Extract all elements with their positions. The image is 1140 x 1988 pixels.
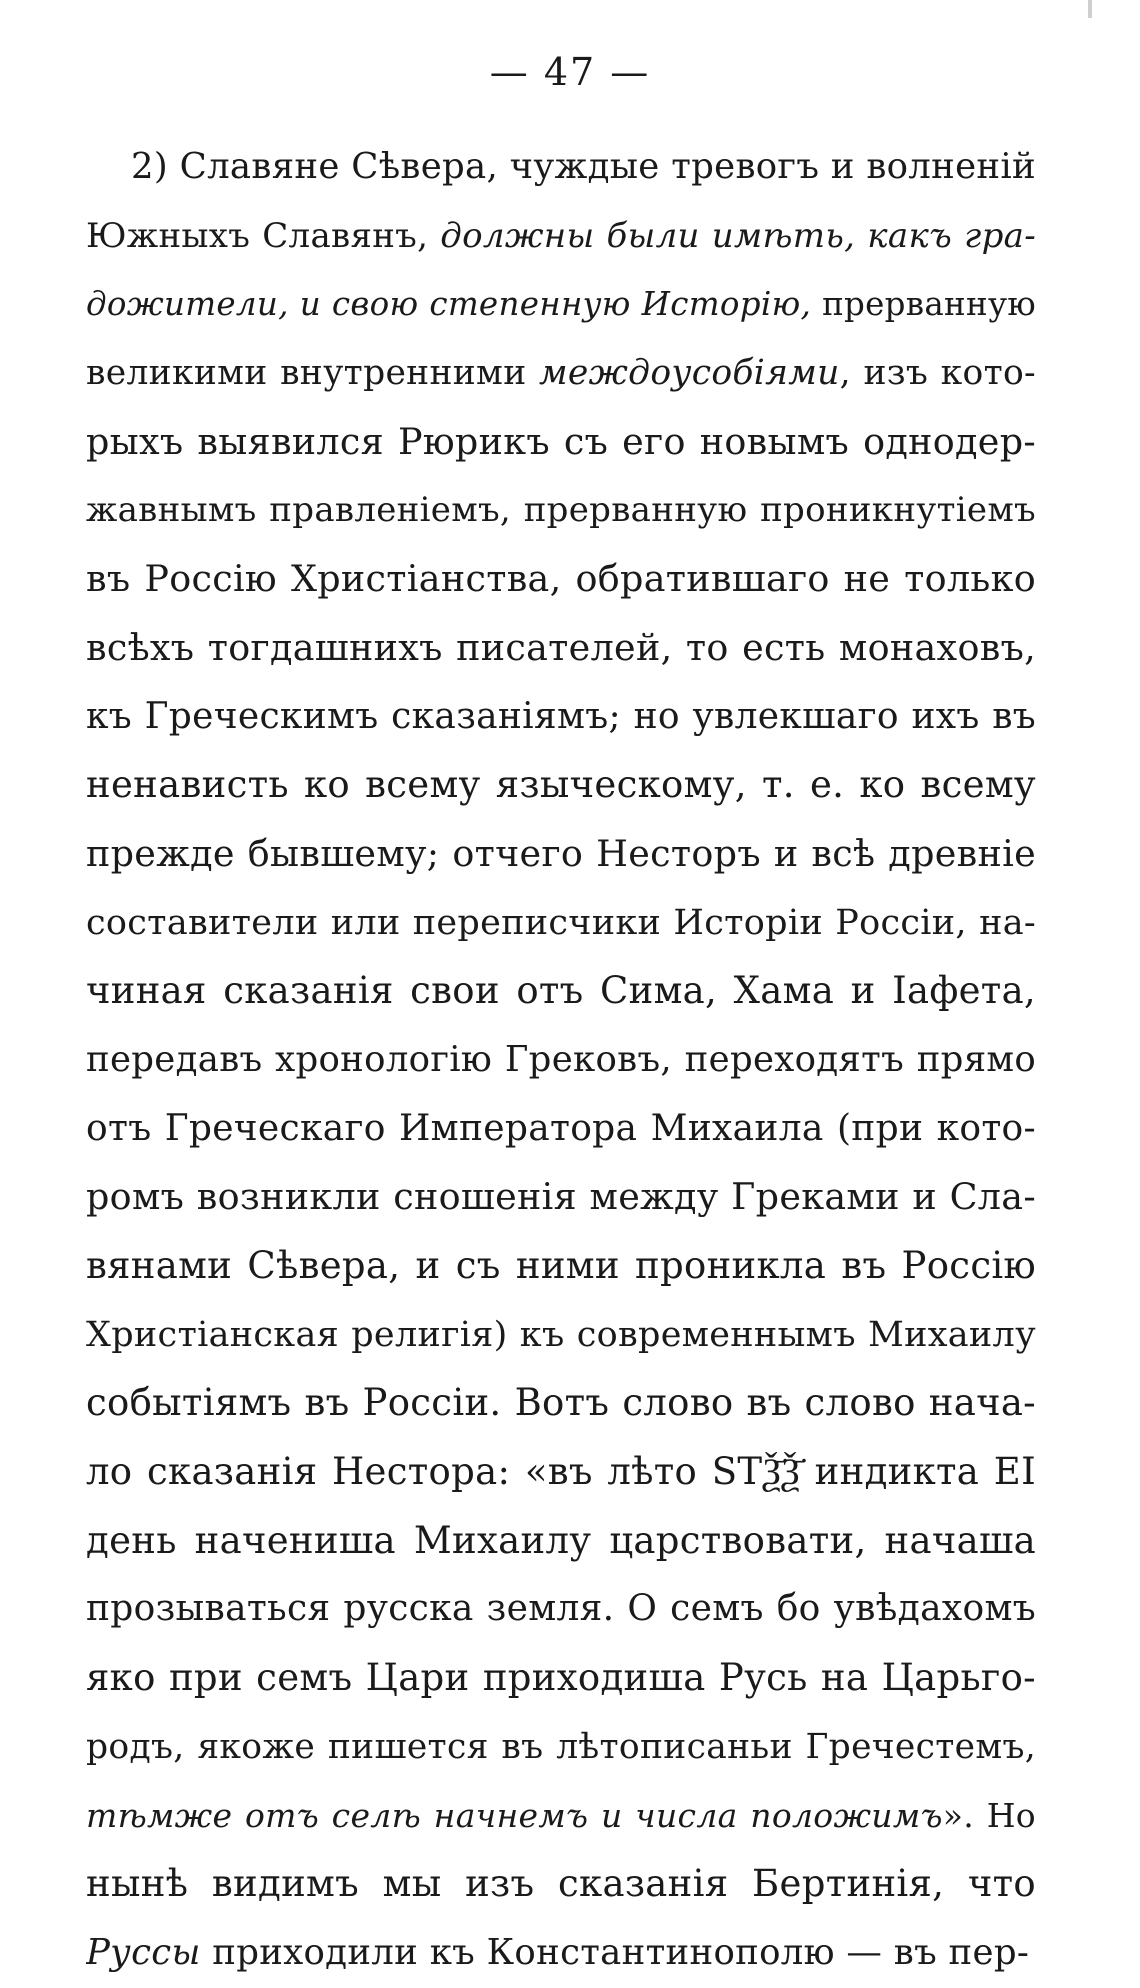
text-line [86, 1575, 1036, 1644]
text-run: ». Но [942, 1795, 1036, 1835]
text-line [86, 820, 1036, 889]
text-line [86, 476, 1036, 545]
text-line [86, 1232, 1036, 1301]
text-run: жавнымъ правленіемъ, прерванную проникнутіемъ [86, 490, 1036, 531]
text-run: великими внутренними [86, 353, 540, 394]
body-paragraph [86, 133, 1036, 1988]
text-line [86, 751, 1036, 820]
margin-mark [1088, 0, 1092, 18]
text-run: въ Россію Христіанства, обратившаго не только [86, 557, 1036, 601]
text-run: чиная сказанія свои отъ Сима, Хама и Іафета, [86, 969, 1036, 1013]
text-line [86, 133, 1036, 202]
text-line [86, 957, 1036, 1026]
text-line [86, 339, 1036, 408]
text-run: всѣхъ тогдашнихъ писателей, то есть монаховъ, [86, 625, 1036, 669]
italic-run: междоусобіями [539, 353, 840, 394]
text-run: ненависть ко всему языческому, т. е. ко всему [86, 763, 1036, 807]
text-run: прежде бывшему; отчего Несторъ и всѣ древніе [86, 831, 1036, 875]
text-line [86, 408, 1036, 477]
text-line [86, 202, 1036, 271]
text-line [86, 1919, 1036, 1988]
text-line [86, 1369, 1036, 1438]
text-line [86, 1507, 1036, 1576]
text-run: Христіанская религія) къ современнымъ Михаилу [86, 1314, 1036, 1355]
text-run: ромъ возникли сношенія между Греками и Сла- [86, 1175, 1036, 1219]
text-line [86, 1438, 1036, 1507]
text-line [86, 1850, 1036, 1919]
text-run: день начениша Михаилу царствовати, начаша [86, 1518, 1036, 1562]
text-run: яко при семъ Цари приходиша Русь на Царьго- [86, 1656, 1036, 1700]
text-run: 2) Славяне Сѣвера, чуждые тревогъ и волненій [131, 146, 1036, 187]
text-run: прозываться русска земля. О семъ бо увѣдахомъ [86, 1588, 1036, 1630]
text-line [86, 1301, 1036, 1370]
text-run: Южныхъ Славянъ, [86, 215, 441, 256]
text-line [86, 545, 1036, 614]
text-run: передавъ хронологію Грековъ, переходятъ прямо [86, 1038, 1036, 1080]
italic-run: Руссы [86, 1931, 201, 1973]
text-run: рыхъ выявился Рюрикъ съ его новымъ однодер- [86, 419, 1036, 463]
page-number: — 47 — [489, 50, 651, 94]
text-line [86, 889, 1036, 958]
text-run: ло сказанія Нестора: «въ лѣто ЅТѮ҃Ѯ҃ индикта ЕІ [86, 1450, 1036, 1494]
italic-run: дожители, и свою степенную Исторію, [86, 285, 823, 324]
text-run: нынѣ видимъ мы изъ сказанія Бертинія, что [86, 1862, 1036, 1906]
text-run: составители или переписчики Исторіи Россіи, на- [86, 902, 1036, 943]
text-run: отъ Греческаго Императора Михаила (при кото- [86, 1107, 1036, 1149]
text-line [86, 1713, 1036, 1782]
text-run: событіямъ въ Россіи. Вотъ слово въ слово нача- [86, 1381, 1036, 1425]
text-line [86, 1095, 1036, 1164]
text-line [86, 683, 1036, 752]
italic-run: тѣмже отъ селѣ начнемъ и числа положимъ [86, 1795, 943, 1835]
text-line [86, 1026, 1036, 1095]
text-line [86, 1163, 1036, 1232]
text-run: къ Греческимъ сказаніямъ; но увлекшаго ихъ въ [86, 695, 1036, 737]
text-line [86, 614, 1036, 683]
text-line [86, 270, 1036, 339]
text-run: родъ, якоже пишется въ лѣтописаньи Гречестемъ, [86, 1726, 1036, 1767]
text-run: вянами Сѣвера, и съ ними проникла въ Россію [86, 1244, 1036, 1287]
text-run: , изъ кото- [839, 353, 1036, 394]
text-line [86, 1782, 1036, 1851]
text-run: прерванную [822, 285, 1036, 324]
text-line [86, 1644, 1036, 1713]
italic-run: должны были имѣть, какъ гра- [440, 215, 1036, 256]
text-run: приходили къ Константинополю — въ пер- [200, 1931, 1030, 1973]
